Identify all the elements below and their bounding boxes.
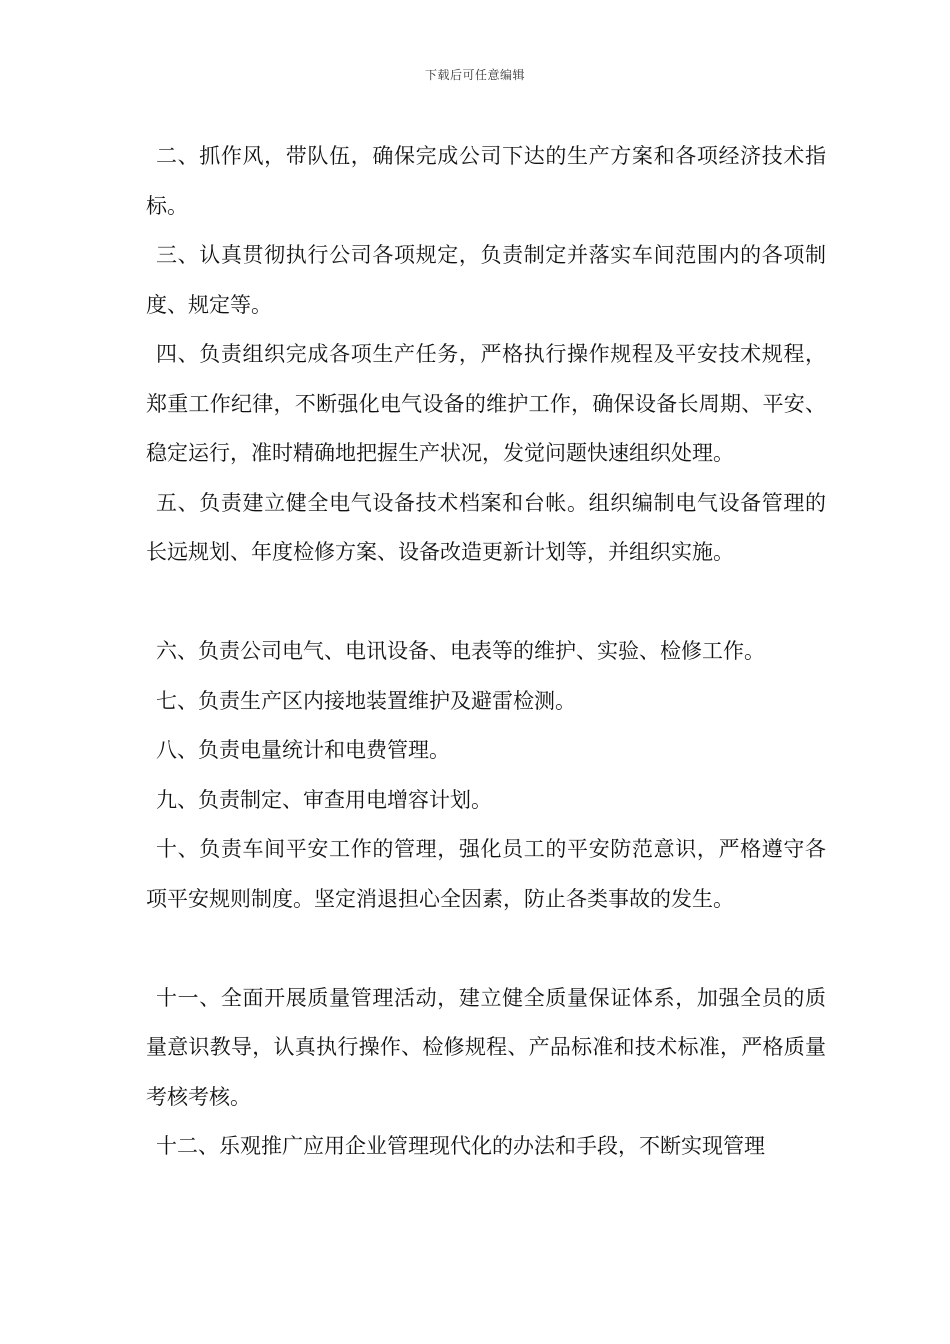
paragraph-6: 六、负责公司电气、电讯设备、电表等的维护、实验、检修工作。 [156,639,765,663]
paragraph-10: 十、负责车间平安工作的管理，强化员工的平安防范意识，严格遵守各项平安规则制度。坚定消退担心全因素，防止各类事故的发生。 [146,837,826,911]
paragraph-12: 十二、乐观推广应用企业管理现代化的办法和手段，不断实现管理 [156,1134,765,1158]
paragraph-7: 七、负责生产区内接地装置维护及避雷检测。 [156,688,576,713]
paragraph-11: 十一、全面开展质量管理活动，建立健全质量保证体系，加强全员的质量意识教导，认真执行操作、检修规程、产品标准和技术标准，严格质量考核考核。 [146,985,826,1109]
paragraph-5: 五、负责建立健全电气设备技术档案和台帐。组织编制电气设备管理的长远规划、年度检修方案、设备改造更新计划等，并组织实施。 [146,490,826,564]
paragraph-3: 三、认真贯彻执行公司各项规定，负责制定并落实车间范围内的各项制度、规定等。 [146,243,826,317]
document-body [146,132,826,1172]
paragraph-2: 二、抓作风，带队伍，确保完成公司下达的生产方案和各项经济技术指标。 [146,144,826,218]
page-header: 下载后可任意编辑 [424,68,525,82]
paragraph-4: 四、负责组织完成各项生产任务，严格执行操作规程及平安技术规程，郑重工作纪律，不断强化电气设备的维护工作，确保设备长周期、平安、稳定运行，准时精确地把握生产状况，发觉问题快速组织处理。 [146,342,826,465]
paragraph-8: 八、负责电量统计和电费管理。 [156,738,450,762]
paragraph-9: 九、负责制定、审查用电增容计划。 [156,787,492,812]
